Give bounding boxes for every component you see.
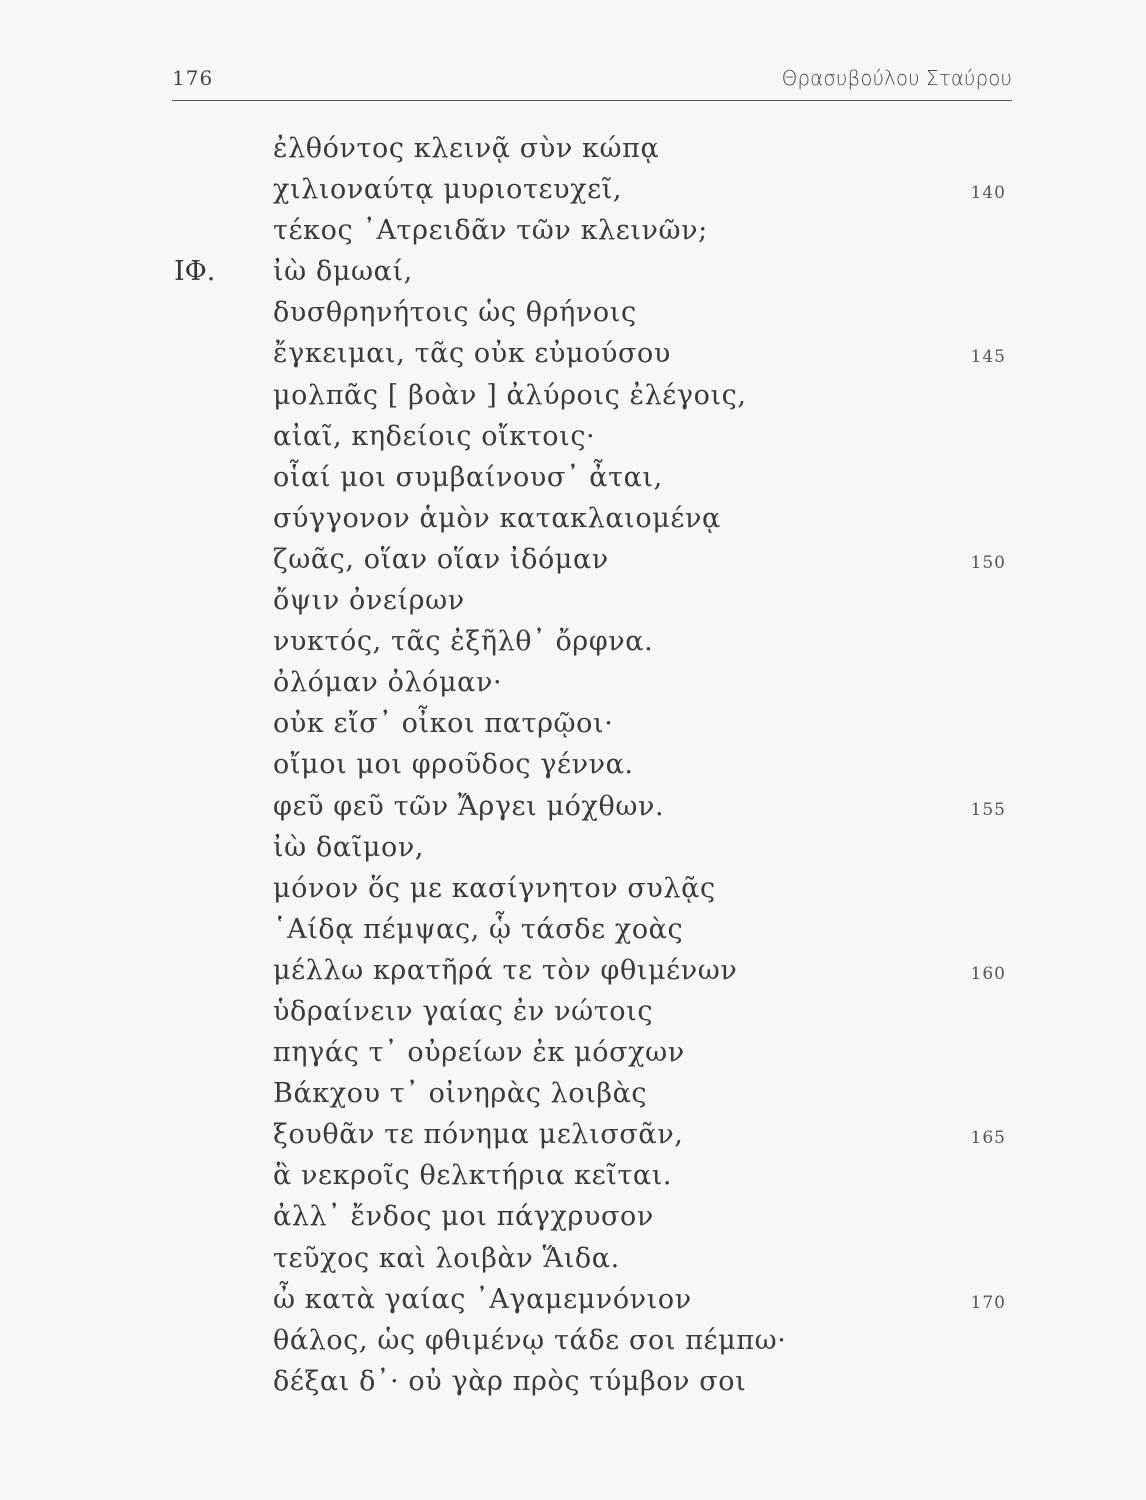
verse-text: ἰὼ δαῖμον, bbox=[273, 831, 425, 863]
verse-text: φεῦ φεῦ τῶν Ἄργει μόχθων. bbox=[273, 790, 665, 822]
verse-block bbox=[0, 128, 1146, 1402]
verse-line bbox=[0, 251, 1146, 292]
verse-text: μολπᾶς [ βοὰν ] ἀλύροις ἐλέγοις, bbox=[273, 379, 747, 411]
verse-text: οὐκ εἴσ᾿ οἶκοι πατρῷοι· bbox=[273, 708, 614, 740]
verse-text: τέκος ᾿Ατρειδᾶν τῶν κλεινῶν; bbox=[273, 215, 708, 247]
verse-line bbox=[0, 210, 1146, 251]
verse-text: χιλιοναύτᾳ μυριοτευχεῖ, bbox=[273, 174, 623, 206]
verse-text: σύγγονον ἁμὸν κατακλαιομένᾳ bbox=[273, 502, 721, 534]
verse-text: ἐλθόντος κλεινᾷ σὺν κώπᾳ bbox=[273, 133, 660, 164]
verse-line bbox=[0, 950, 1146, 991]
verse-line bbox=[0, 909, 1146, 950]
verse-line bbox=[0, 128, 1146, 169]
verse-line bbox=[0, 333, 1146, 374]
verse-line bbox=[0, 1196, 1146, 1237]
line-number: 150 bbox=[970, 552, 1006, 573]
verse-text: δέξαι δ᾿· οὐ γὰρ πρὸς τύμβον σοι bbox=[273, 1365, 747, 1397]
verse-text: ῾Αίδᾳ πέμψας, ᾧ τάσδε χοὰς bbox=[273, 913, 684, 945]
verse-text: ἀλλ᾿ ἔνδος μοι πάγχρυσον bbox=[273, 1201, 654, 1233]
verse-text: αἰαῖ, κηδείοις οἴκτοις· bbox=[273, 420, 596, 452]
verse-line bbox=[0, 1279, 1146, 1320]
verse-text: ζωᾶς, οἵαν οἵαν ἰδόμαν bbox=[273, 543, 609, 575]
line-number: 165 bbox=[970, 1128, 1006, 1149]
verse-line bbox=[0, 580, 1146, 621]
verse-text: δυσθρηνήτοις ὡς θρήνοις bbox=[273, 297, 637, 329]
verse-text: ἃ νεκροῖς θελκτήρια κεῖται. bbox=[273, 1160, 673, 1192]
verse-line bbox=[0, 498, 1146, 539]
verse-text: θάλος, ὡς φθιμένῳ τάδε σοι πέμπω· bbox=[273, 1324, 787, 1356]
verse-line bbox=[0, 827, 1146, 868]
verse-line bbox=[0, 991, 1146, 1032]
verse-line bbox=[0, 1238, 1146, 1279]
line-number: 160 bbox=[970, 963, 1006, 984]
verse-line bbox=[0, 1073, 1146, 1114]
verse-text: μέλλω κρατῆρά τε τὸν φθιμένων bbox=[273, 954, 738, 986]
verse-line bbox=[0, 416, 1146, 457]
line-number: 145 bbox=[970, 347, 1006, 368]
verse-line bbox=[0, 703, 1146, 744]
line-number: 170 bbox=[970, 1292, 1006, 1313]
verse-text: μόνον ὅς με κασίγνητον συλᾷς bbox=[273, 872, 716, 904]
header-rule bbox=[172, 100, 1012, 101]
verse-text: Βάκχου τ᾿ οἰνηρὰς λοιβὰς bbox=[273, 1078, 648, 1110]
verse-line bbox=[0, 621, 1146, 662]
line-number: 140 bbox=[970, 183, 1006, 204]
verse-line bbox=[0, 375, 1146, 416]
verse-line bbox=[0, 1320, 1146, 1361]
verse-text: ὑδραίνειν γαίας ἐν νώτοις bbox=[273, 995, 654, 1027]
verse-line bbox=[0, 1114, 1146, 1155]
verse-line bbox=[0, 786, 1146, 827]
verse-line bbox=[0, 169, 1146, 210]
running-head: Θρασυβούλου Σταύρου bbox=[781, 66, 1012, 90]
verse-text: ξουθᾶν τε πόνημα μελισσᾶν, bbox=[273, 1119, 684, 1151]
verse-text: ὀλόμαν ὀλόμαν· bbox=[273, 667, 503, 699]
page-number: 176 bbox=[172, 66, 214, 90]
verse-text: ἰὼ δμωαί, bbox=[273, 256, 413, 288]
verse-text: ὦ κατὰ γαίας ᾿Αγαμεμνόνιον bbox=[273, 1283, 692, 1315]
verse-line bbox=[0, 868, 1146, 909]
verse-line bbox=[0, 1155, 1146, 1196]
verse-text: τεῦχος καὶ λοιβὰν Ἅιδα. bbox=[273, 1242, 620, 1274]
line-number: 155 bbox=[970, 799, 1006, 820]
verse-line bbox=[0, 292, 1146, 333]
verse-line bbox=[0, 744, 1146, 785]
speaker-label: ΙΦ. bbox=[174, 256, 216, 288]
verse-text: ὄψιν ὀνείρων bbox=[273, 585, 465, 617]
page-header bbox=[172, 64, 1012, 98]
verse-text: πηγάς τ᾿ οὐρείων ἐκ μόσχων bbox=[273, 1037, 685, 1069]
verse-line bbox=[0, 539, 1146, 580]
verse-line bbox=[0, 662, 1146, 703]
verse-text: οἴμοι μοι φροῦδος γέννα. bbox=[273, 749, 634, 781]
verse-line bbox=[0, 1032, 1146, 1073]
verse-line bbox=[0, 457, 1146, 498]
verse-text: οἷαί μοι συμβαίνουσ᾿ ἆται, bbox=[273, 461, 663, 493]
verse-line bbox=[0, 1361, 1146, 1402]
verse-text: νυκτός, τᾶς ἐξῆλθ᾿ ὄρφνα. bbox=[273, 626, 654, 658]
verse-text: ἔγκειμαι, τᾶς οὐκ εὐμούσου bbox=[273, 338, 671, 370]
